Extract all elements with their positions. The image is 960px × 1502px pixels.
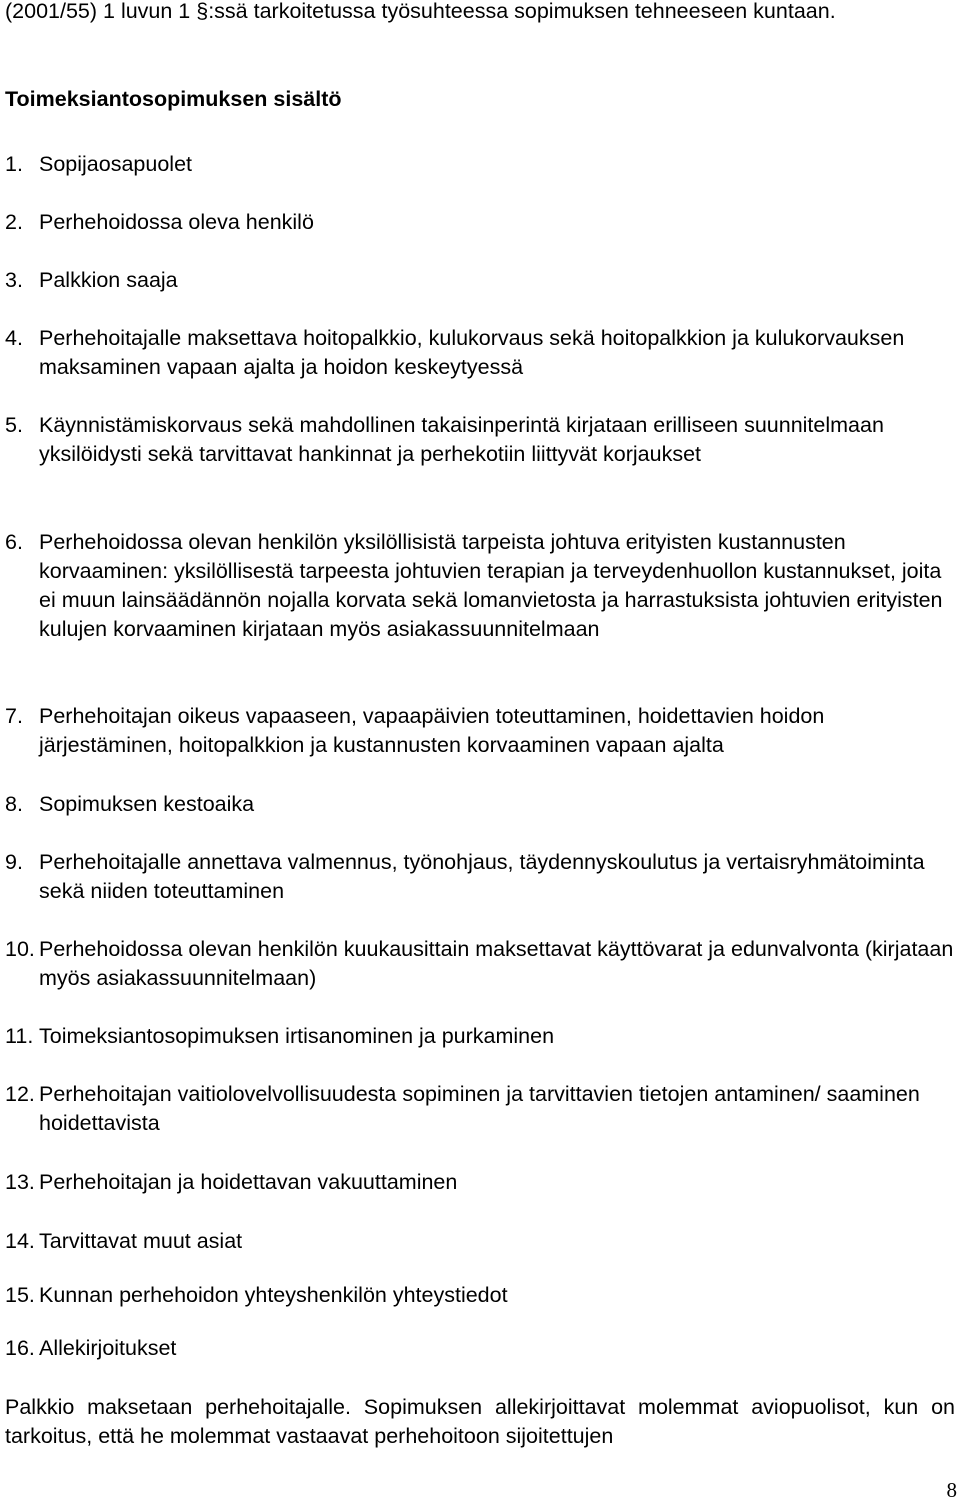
list-item-number: 11. [5,1024,34,1048]
list-item-number: 9. [5,850,23,874]
list-item-text: Perhehoidossa olevan henkilön kuukausittain maksettavat käyttövarat ja edunvalvonta (kirjataan myös asiakassuunnitelmaan) [39,937,954,990]
list-item-text: Kunnan perhehoidon yhteyshenkilön yhteystiedot [39,1283,508,1307]
list-item-number: 5. [5,413,23,437]
list-item-text: Perhehoitajan ja hoidettavan vakuuttaminen [39,1170,458,1194]
list-item-text: Perhehoitajan oikeus vapaaseen, vapaapäivien toteuttaminen, hoidettavien hoidon järjestäminen, hoitopalkkion ja kustannusten korvaaminen vapaan ajalta [39,704,825,757]
list-item-text: Perhehoitajan vaitiolovelvollisuudesta sopiminen ja tarvittavien tietojen antaminen/ saaminen hoidettavista [39,1082,920,1135]
list-item-text: Sopimuksen kestoaika [39,792,255,816]
list-item-text: Perhehoidossa olevan henkilön yksilöllisistä tarpeista johtuva erityisten kustannusten korvaaminen: yksilöllisestä tarpeesta johtuvien terapian ja terveydenhuollon kustannukset, joita ei muun lainsäädännön nojalla korvata sekä lomanvietosta ja harrastuksista johtuvien erityisten kulujen korvaaminen kirjataan myös asiakassuunnitelmaan [39,530,943,641]
list-item-number: 2. [5,210,23,234]
list-item-text: Toimeksiantosopimuksen irtisanominen ja purkaminen [39,1024,555,1048]
list-item-text: Sopijaosapuolet [39,152,193,176]
list-item-number: 6. [5,530,23,554]
intro-paragraph: (2001/55) 1 luvun 1 §:ssä tarkoitetussa työsuhteessa sopimuksen tehneeseen kuntaan. [5,0,836,23]
list-item-number: 16. [5,1336,35,1360]
list-item-text: Palkkion saaja [39,268,178,292]
list-item-number: 4. [5,326,23,350]
list-item-text: Käynnistämiskorvaus sekä mahdollinen takaisinperintä kirjataan erilliseen suunnitelmaan yksilöidysti sekä tarvittavat hankinnat ja perhekotiin liittyvät korjaukset [39,413,884,466]
closing-paragraph: Palkkio maksetaan perhehoitajalle. Sopimuksen allekirjoittavat molemmat aviopuolisot, kun on tarkoitus, että he molemmat vastaavat perhehoitoon sijoitettujen [5,1395,955,1448]
list-item-text: Perhehoitajalle maksettava hoitopalkkio, kulukorvaus sekä hoitopalkkion ja kulukorvauksen maksaminen vapaan ajalta ja hoidon keskeytyessä [39,326,905,379]
list-item-number: 13. [5,1170,35,1194]
list-item-text: Perhehoidossa oleva henkilö [39,210,314,234]
list-item-number: 7. [5,704,23,728]
section-heading: Toimeksiantosopimuksen sisältö [5,87,342,111]
list-item-number: 3. [5,268,23,292]
list-item-number: 15. [5,1283,35,1307]
list-item-number: 12. [5,1082,35,1106]
list-item-number: 10. [5,937,35,961]
list-item-text: Perhehoitajalle annettava valmennus, työnohjaus, täydennyskoulutus ja vertaisryhmätoiminta sekä niiden toteuttaminen [39,850,925,903]
list-item-number: 8. [5,792,23,816]
list-item-text: Tarvittavat muut asiat [39,1229,243,1253]
list-item-text: Allekirjoitukset [39,1336,177,1360]
list-item-number: 1. [5,152,23,176]
list-item-number: 14. [5,1229,35,1253]
page-number: 8 [946,1478,957,1502]
